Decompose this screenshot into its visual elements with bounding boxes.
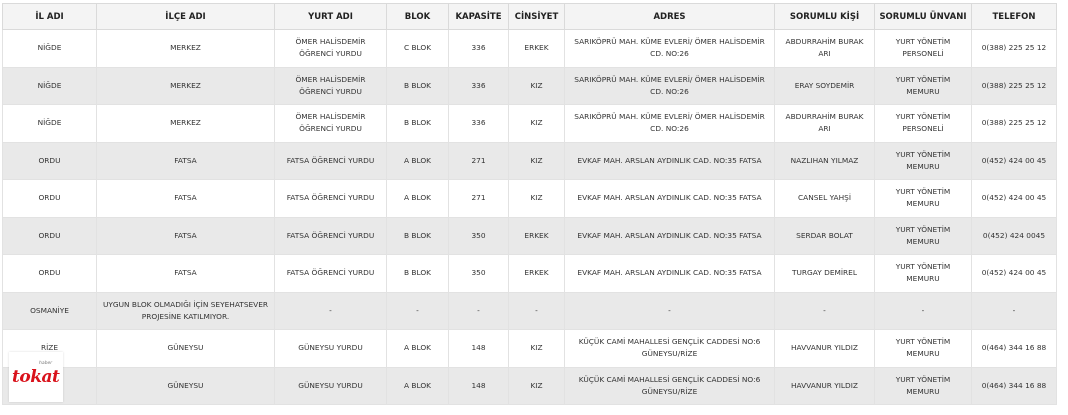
header-blok: BLOK <box>387 4 449 30</box>
cell-blok: A BLOK <box>387 142 449 180</box>
cell-sorumlu-unvani: YURT YÖNETİM MEMURU <box>875 367 972 405</box>
cell-sorumlu-unvani: YURT YÖNETİM PERSONELİ <box>875 30 972 68</box>
cell-kapasite: 350 <box>449 255 509 293</box>
cell-blok: - <box>387 292 449 330</box>
cell-yurt-adi: ÖMER HALİSDEMİR ÖĞRENCİ YURDU <box>275 30 387 68</box>
cell-il-adi: ORDU <box>3 217 97 255</box>
cell-yurt-adi: FATSA ÖĞRENCİ YURDU <box>275 217 387 255</box>
cell-cinsiyet: ERKEK <box>509 255 565 293</box>
table-row <box>3 105 1057 143</box>
table-row <box>3 180 1057 218</box>
cell-cinsiyet: KIZ <box>509 330 565 368</box>
header-sorumlu-unvani: SORUMLU ÜNVANI <box>875 4 972 30</box>
cell-kapasite: 271 <box>449 142 509 180</box>
cell-sorumlu-kisi: HAVVANUR YILDIZ <box>775 330 875 368</box>
cell-ilce-adi: GÜNEYSU <box>97 367 275 405</box>
cell-blok: A BLOK <box>387 367 449 405</box>
cell-adres: KÜÇÜK CAMİ MAHALLESİ GENÇLİK CADDESİ NO:6 GÜNEYSU/RİZE <box>565 367 775 405</box>
cell-kapasite: 148 <box>449 367 509 405</box>
cell-sorumlu-unvani: YURT YÖNETİM MEMURU <box>875 217 972 255</box>
cell-sorumlu-kisi: ABDURRAHİM BURAK ARI <box>775 30 875 68</box>
cell-cinsiyet: ERKEK <box>509 217 565 255</box>
logo-sub: haber <box>39 361 53 366</box>
cell-cinsiyet: KIZ <box>509 180 565 218</box>
cell-blok: B BLOK <box>387 217 449 255</box>
cell-blok: B BLOK <box>387 105 449 143</box>
cell-blok: A BLOK <box>387 330 449 368</box>
cell-cinsiyet: KIZ <box>509 142 565 180</box>
cell-kapasite: 336 <box>449 105 509 143</box>
header-sorumlu-kisi: SORUMLU KİŞİ <box>775 4 875 30</box>
cell-il-adi: NİĞDE <box>3 105 97 143</box>
cell-sorumlu-kisi: ERAY SOYDEMİR <box>775 67 875 105</box>
cell-il-adi: NİĞDE <box>3 30 97 68</box>
cell-adres: SARIKÖPRÜ MAH. KÜME EVLERİ/ ÖMER HALİSDEMİR CD. NO:26 <box>565 105 775 143</box>
cell-adres: EVKAF MAH. ARSLAN AYDINLIK CAD. NO:35 FATSA <box>565 217 775 255</box>
cell-ilce-adi: FATSA <box>97 255 275 293</box>
cell-telefon: 0(388) 225 25 12 <box>972 67 1057 105</box>
cell-ilce-adi: MERKEZ <box>97 30 275 68</box>
cell-ilce-adi: FATSA <box>97 142 275 180</box>
logo-brand: tokat <box>12 367 60 387</box>
cell-kapasite: 350 <box>449 217 509 255</box>
cell-yurt-adi: FATSA ÖĞRENCİ YURDU <box>275 255 387 293</box>
cell-cinsiyet: - <box>509 292 565 330</box>
table-row <box>3 330 1057 368</box>
cell-yurt-adi: ÖMER HALİSDEMİR ÖĞRENCİ YURDU <box>275 105 387 143</box>
cell-il-adi: OSMANİYE <box>3 292 97 330</box>
cell-sorumlu-kisi: - <box>775 292 875 330</box>
header-cinsiyet: CİNSİYET <box>509 4 565 30</box>
table-row <box>3 255 1057 293</box>
cell-ilce-adi: FATSA <box>97 217 275 255</box>
cell-kapasite: 336 <box>449 30 509 68</box>
cell-sorumlu-kisi: NAZLIHAN YILMAZ <box>775 142 875 180</box>
cell-sorumlu-unvani: - <box>875 292 972 330</box>
cell-yurt-adi: GÜNEYSU YURDU <box>275 330 387 368</box>
header-adres: ADRES <box>565 4 775 30</box>
cell-yurt-adi: ÖMER HALİSDEMİR ÖĞRENCİ YURDU <box>275 67 387 105</box>
header-kapasite: KAPASİTE <box>449 4 509 30</box>
table-row <box>3 30 1057 68</box>
cell-il-adi: RİZE <box>3 330 97 368</box>
cell-kapasite: 148 <box>449 330 509 368</box>
table-row <box>3 142 1057 180</box>
cell-ilce-adi: FATSA <box>97 180 275 218</box>
cell-ilce-adi: MERKEZ <box>97 67 275 105</box>
cell-telefon: 0(464) 344 16 88 <box>972 367 1057 405</box>
tokat-haber-logo <box>9 352 63 402</box>
cell-adres: KÜÇÜK CAMİ MAHALLESİ GENÇLİK CADDESİ NO:6 GÜNEYSU/RİZE <box>565 330 775 368</box>
cell-sorumlu-unvani: YURT YÖNETİM MEMURU <box>875 67 972 105</box>
cell-blok: B BLOK <box>387 255 449 293</box>
cell-adres: EVKAF MAH. ARSLAN AYDINLIK CAD. NO:35 FATSA <box>565 255 775 293</box>
cell-yurt-adi: GÜNEYSU YURDU <box>275 367 387 405</box>
cell-telefon: 0(388) 225 25 12 <box>972 105 1057 143</box>
cell-kapasite: 336 <box>449 67 509 105</box>
header-il-adi: İL ADI <box>3 4 97 30</box>
cell-adres: SARIKÖPRÜ MAH. KÜME EVLERİ/ ÖMER HALİSDEMİR CD. NO:26 <box>565 67 775 105</box>
cell-telefon: 0(452) 424 00 45 <box>972 142 1057 180</box>
cell-cinsiyet: KIZ <box>509 67 565 105</box>
header-ilce-adi: İLÇE ADI <box>97 4 275 30</box>
header-telefon: TELEFON <box>972 4 1057 30</box>
header-row <box>3 4 1057 30</box>
cell-il-adi: ORDU <box>3 142 97 180</box>
header-yurt-adi: YURT ADI <box>275 4 387 30</box>
table-row <box>3 292 1057 330</box>
cell-blok: A BLOK <box>387 180 449 218</box>
table-row <box>3 67 1057 105</box>
cell-sorumlu-kisi: CANSEL YAHŞİ <box>775 180 875 218</box>
cell-cinsiyet: ERKEK <box>509 30 565 68</box>
cell-blok: B BLOK <box>387 67 449 105</box>
dormitory-table <box>2 3 1057 405</box>
cell-sorumlu-kisi: TURGAY DEMİREL <box>775 255 875 293</box>
cell-telefon: 0(452) 424 00 45 <box>972 180 1057 218</box>
cell-il-adi: NİĞDE <box>3 67 97 105</box>
cell-sorumlu-kisi: SERDAR BOLAT <box>775 217 875 255</box>
cell-adres: SARIKÖPRÜ MAH. KÜME EVLERİ/ ÖMER HALİSDEMİR CD. NO:26 <box>565 30 775 68</box>
cell-telefon: 0(452) 424 00 45 <box>972 255 1057 293</box>
cell-telefon: 0(388) 225 25 12 <box>972 30 1057 68</box>
cell-telefon: - <box>972 292 1057 330</box>
table-row <box>3 217 1057 255</box>
cell-ilce-adi: GÜNEYSU <box>97 330 275 368</box>
cell-yurt-adi: - <box>275 292 387 330</box>
cell-ilce-adi: MERKEZ <box>97 105 275 143</box>
cell-adres: - <box>565 292 775 330</box>
cell-telefon: 0(464) 344 16 88 <box>972 330 1057 368</box>
cell-adres: EVKAF MAH. ARSLAN AYDINLIK CAD. NO:35 FATSA <box>565 180 775 218</box>
cell-sorumlu-unvani: YURT YÖNETİM MEMURU <box>875 255 972 293</box>
cell-ilce-adi: UYGUN BLOK OLMADIĞI İÇİN SEYEHATSEVER PROJESİNE KATILMIYOR. <box>97 292 275 330</box>
cell-sorumlu-kisi: HAVVANUR YILDIZ <box>775 367 875 405</box>
cell-kapasite: 271 <box>449 180 509 218</box>
cell-cinsiyet: KIZ <box>509 367 565 405</box>
cell-sorumlu-kisi: ABDURRAHİM BURAK ARI <box>775 105 875 143</box>
cell-adres: EVKAF MAH. ARSLAN AYDINLIK CAD. NO:35 FATSA <box>565 142 775 180</box>
cell-yurt-adi: FATSA ÖĞRENCİ YURDU <box>275 142 387 180</box>
cell-kapasite: - <box>449 292 509 330</box>
cell-cinsiyet: KIZ <box>509 105 565 143</box>
cell-sorumlu-unvani: YURT YÖNETİM MEMURU <box>875 142 972 180</box>
cell-il-adi: ORDU <box>3 180 97 218</box>
cell-telefon: 0(452) 424 0045 <box>972 217 1057 255</box>
cell-blok: C BLOK <box>387 30 449 68</box>
cell-sorumlu-unvani: YURT YÖNETİM MEMURU <box>875 330 972 368</box>
table-row <box>3 367 1057 405</box>
cell-il-adi: ORDU <box>3 255 97 293</box>
cell-sorumlu-unvani: YURT YÖNETİM PERSONELİ <box>875 105 972 143</box>
cell-yurt-adi: FATSA ÖĞRENCİ YURDU <box>275 180 387 218</box>
cell-sorumlu-unvani: YURT YÖNETİM MEMURU <box>875 180 972 218</box>
